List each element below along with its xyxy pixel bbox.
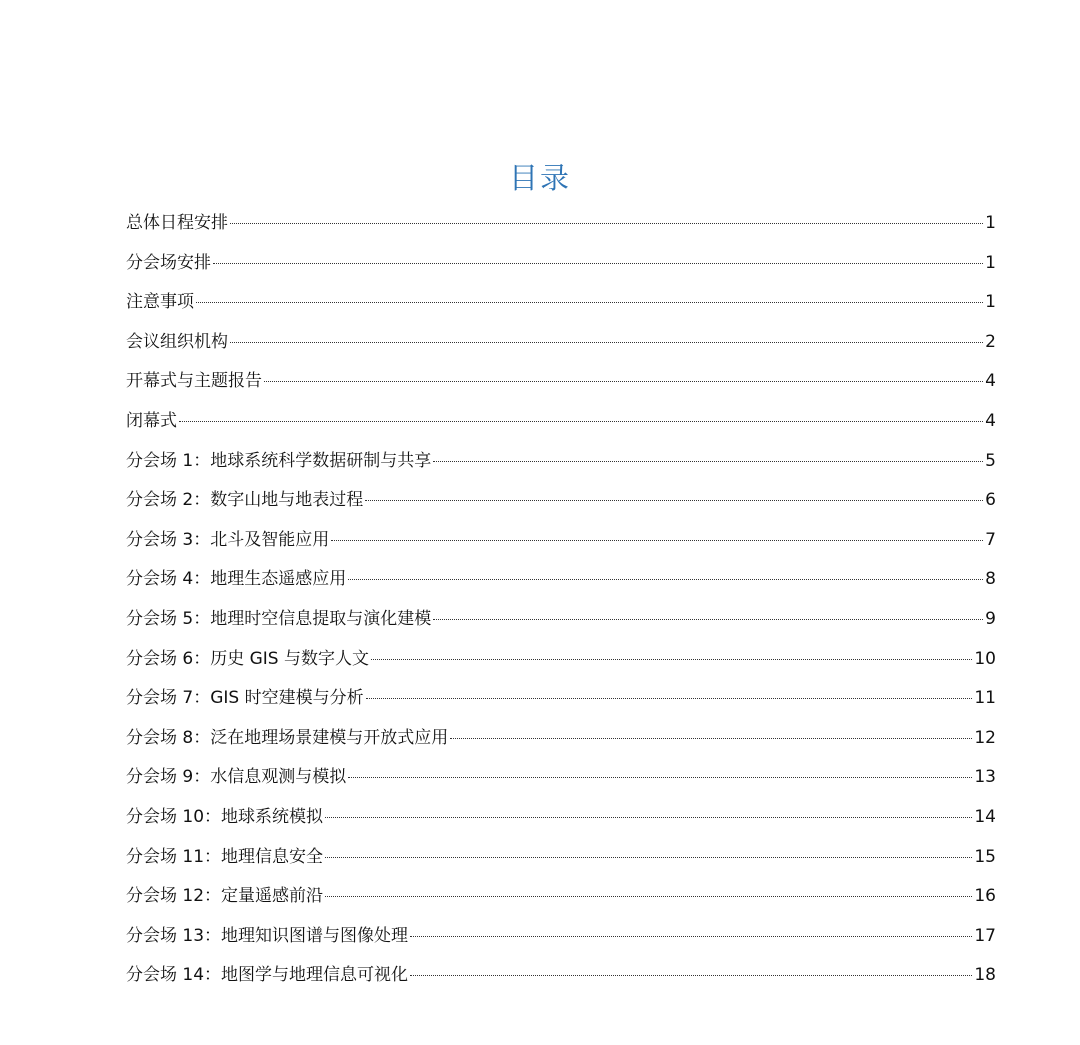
toc-entry-page-number: 1 (985, 213, 996, 233)
toc-entry-page-number: 8 (985, 569, 996, 590)
toc-entry[interactable] (126, 481, 996, 521)
toc-dot-leader (325, 817, 972, 818)
toc-dot-leader (433, 461, 983, 462)
toc-entry-label: 注意事项 (126, 292, 194, 313)
toc-entry[interactable] (126, 877, 996, 917)
toc-entry-page-number: 13 (974, 767, 996, 788)
toc-entry[interactable] (126, 521, 996, 561)
toc-dot-leader (264, 381, 983, 382)
toc-entry[interactable] (126, 679, 996, 719)
toc-dot-leader (371, 659, 972, 660)
toc-entry-label: 分会场 5：地理时空信息提取与演化建模 (126, 608, 432, 629)
toc-dot-leader (410, 936, 972, 937)
toc-entry-label: 分会场 7：GIS 时空建模与分析 (126, 688, 364, 709)
toc-entry[interactable] (126, 283, 996, 323)
toc-entry-label: 分会场 8：泛在地理场景建模与开放式应用 (126, 727, 449, 748)
toc-entry[interactable] (126, 323, 996, 363)
toc-entry-label: 分会场 2：数字山地与地表过程 (126, 490, 364, 511)
toc-entry-label: 分会场 14：地图学与地理信息可视化 (126, 965, 409, 986)
toc-entry-page-number: 17 (974, 925, 996, 946)
toc-dot-leader (365, 500, 983, 501)
toc-entry-page-number: 1 (985, 292, 996, 313)
toc-entry-page-number: 4 (985, 410, 996, 431)
toc-entry-page-number: 11 (974, 688, 996, 709)
toc-entry-page-number: 12 (974, 727, 996, 748)
toc-entry-label: 分会场 13：地理知识图谱与图像处理 (126, 925, 409, 946)
toc-entry-page-number: 1 (985, 252, 996, 273)
toc-entry[interactable] (126, 956, 996, 996)
toc-dot-leader (213, 263, 983, 264)
toc-entry[interactable] (126, 244, 996, 284)
toc-entry[interactable] (126, 600, 996, 640)
toc-entry-page-number: 14 (974, 806, 996, 827)
toc-dot-leader (331, 540, 983, 541)
toc-dot-leader (196, 302, 983, 303)
toc-dot-leader (366, 698, 973, 699)
toc-entry-label: 分会场 9：水信息观测与模拟 (126, 767, 347, 788)
toc-entry-page-number: 10 (974, 648, 996, 669)
toc-entry-label: 开幕式与主题报告 (126, 371, 262, 392)
toc-entry-label: 分会场 10：地球系统模拟 (126, 806, 324, 827)
toc-entry-page-number: 18 (974, 965, 996, 986)
toc-entry-page-number: 5 (985, 450, 996, 471)
toc-dot-leader (230, 342, 983, 343)
toc-entry[interactable] (126, 917, 996, 957)
toc-list (126, 204, 996, 996)
toc-dot-leader (450, 738, 972, 739)
toc-dot-leader (348, 777, 972, 778)
toc-entry[interactable] (126, 402, 996, 442)
toc-dot-leader (230, 223, 983, 224)
toc-entry-page-number: 6 (985, 490, 996, 511)
toc-entry-label: 分会场 11：地理信息安全 (126, 846, 324, 867)
toc-dot-leader (433, 619, 983, 620)
toc-entry[interactable] (126, 640, 996, 680)
toc-entry-page-number: 4 (985, 371, 996, 392)
toc-title: 目录 (508, 161, 571, 195)
toc-entry-page-number: 2 (985, 331, 996, 352)
toc-entry[interactable] (126, 719, 996, 759)
toc-dot-leader (325, 896, 972, 897)
toc-entry[interactable] (126, 204, 996, 244)
toc-entry-page-number: 7 (985, 529, 996, 550)
toc-entry-page-number: 9 (985, 608, 996, 629)
toc-entry-label: 分会场 4：地理生态遥感应用 (126, 569, 347, 590)
toc-entry[interactable] (126, 838, 996, 878)
toc-entry-label: 分会场安排 (126, 252, 211, 273)
toc-entry-label: 分会场 1：地球系统科学数据研制与共享 (126, 450, 432, 471)
toc-entry-label: 会议组织机构 (126, 331, 228, 352)
toc-entry-label: 总体日程安排 (126, 213, 228, 233)
toc-dot-leader (179, 421, 983, 422)
toc-entry[interactable] (126, 442, 996, 482)
toc-entry[interactable] (126, 798, 996, 838)
toc-entry-page-number: 16 (974, 886, 996, 907)
toc-entry-label: 分会场 3：北斗及智能应用 (126, 529, 330, 550)
toc-entry-label: 分会场 6：历史 GIS 与数字人文 (126, 648, 370, 669)
toc-dot-leader (348, 579, 983, 580)
toc-dot-leader (410, 975, 972, 976)
toc-dot-leader (325, 857, 972, 858)
toc-entry-label: 闭幕式 (126, 410, 177, 431)
toc-entry-label: 分会场 12：定量遥感前沿 (126, 886, 324, 907)
toc-entry[interactable] (126, 758, 996, 798)
toc-entry[interactable] (126, 560, 996, 600)
toc-entry[interactable] (126, 362, 996, 402)
toc-entry-page-number: 15 (974, 846, 996, 867)
